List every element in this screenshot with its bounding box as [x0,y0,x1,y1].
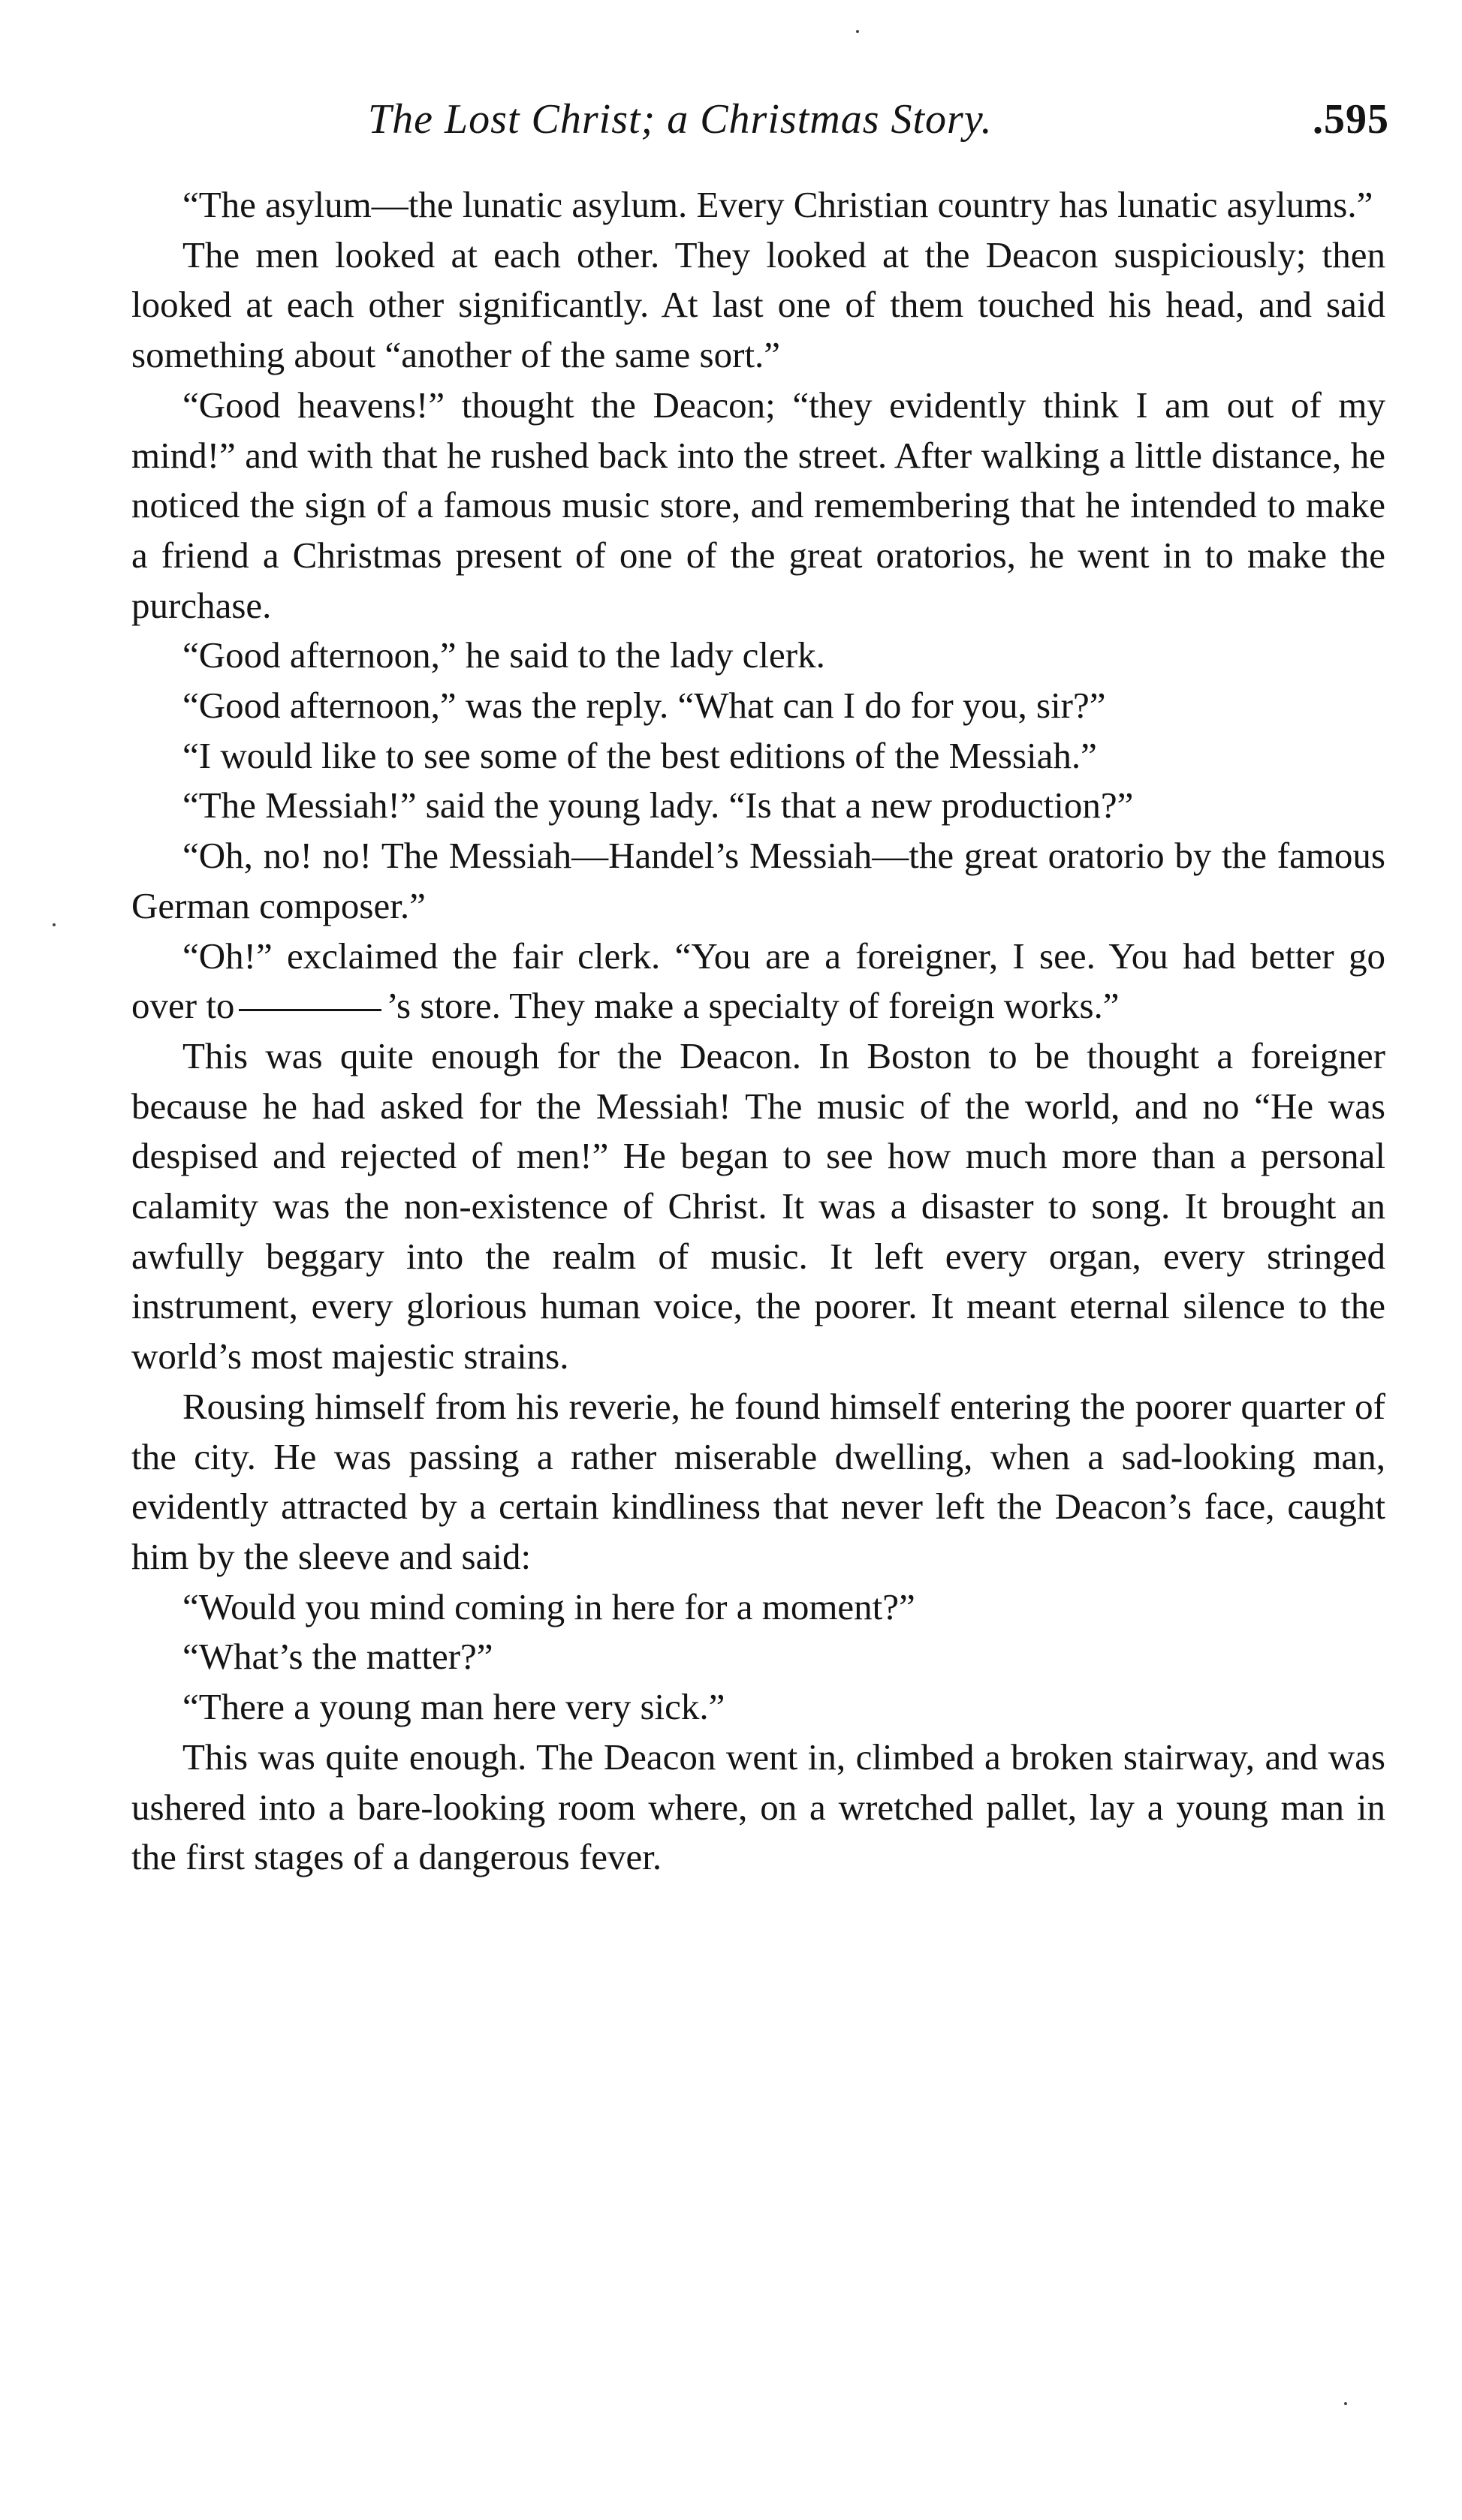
paragraph: “What’s the matter?” [182,1636,493,1678]
paragraph: “I would like to see some of the best editions of the Messiah.” [182,734,1097,776]
omitted-name-dash [239,1009,381,1011]
print-speck [53,923,56,926]
page-number: .595 [1313,96,1389,143]
print-speck [856,30,859,33]
body-text [131,180,1385,1883]
paragraph: “Good heavens!” thought the Deacon; “they evidently think I am out of my mind!” and with that he rushed back into the street. After walking a little distance, he noticed the sign of a famous music store, and remembering that he intended to make a friend a Christmas present of one of the great oratorios, he went in to make the purchase. [131,384,1385,626]
paragraph-text-after-blank: ’s store. They make a specialty of foreign works.” [386,985,1120,1027]
paragraph: “Oh, no! no! The Messiah—Handel’s Messiah—the great oratorio by the famous German composer.” [131,835,1385,926]
paragraph: “There a young man here very sick.” [182,1686,725,1728]
paragraph: “The Messiah!” said the young lady. “Is that a new production?” [182,784,1134,826]
paragraph: Rousing himself from his reverie, he found himself entering the poorer quarter of the city. He was passing a rather miserable dwelling, when a sad-looking man, evidently attracted by a certain kindliness that never left the Deacon’s face, caught him by the sleeve and said: [131,1385,1385,1577]
paragraph: The men looked at each other. They looked at the Deacon suspiciously; then looked at each other significantly. At last one of them touched his head, and said something about “another of the same sort.” [131,233,1385,376]
paragraph: “Would you mind coming in here for a moment?” [182,1585,915,1627]
paragraph: This was quite enough for the Deacon. In Boston to be thought a foreigner because he had asked for the Messiah! The music of the world, and no “He was despised and rejected of men!” He began to see how much more than a personal calamity was the non-existence of Christ. It was a disaster to song. It brought an awfully beggary into the realm of music. It left every organ, every stringed instrument, every glorious human voice, the poorer. It meant eternal silence to the world’s most majestic strains. [131,1034,1385,1377]
paragraph: This was quite enough. The Deacon went in, climbed a broken stairway, and was ushered into a bare-looking room where, on a wretched pallet, lay a young man in the first stages of a dangerous fever. [131,1736,1385,1878]
running-header [368,86,1389,154]
paragraph: “Good afternoon,” he said to the lady clerk. [182,634,825,676]
running-title: The Lost Christ; a Christmas Story. [368,96,993,143]
print-speck [1344,2402,1347,2405]
paragraph-with-blank [131,932,1385,1031]
paragraph: “The asylum—the lunatic asylum. Every Christian country has lunatic asylums.” [182,184,1373,225]
paragraph: “Good afternoon,” was the reply. “What can I do for you, sir?” [182,685,1106,727]
paragraph-text-before-blank: “Oh!” exclaimed the fair clerk. “You are a foreigner, I see. You had better go over to [131,935,1385,1027]
